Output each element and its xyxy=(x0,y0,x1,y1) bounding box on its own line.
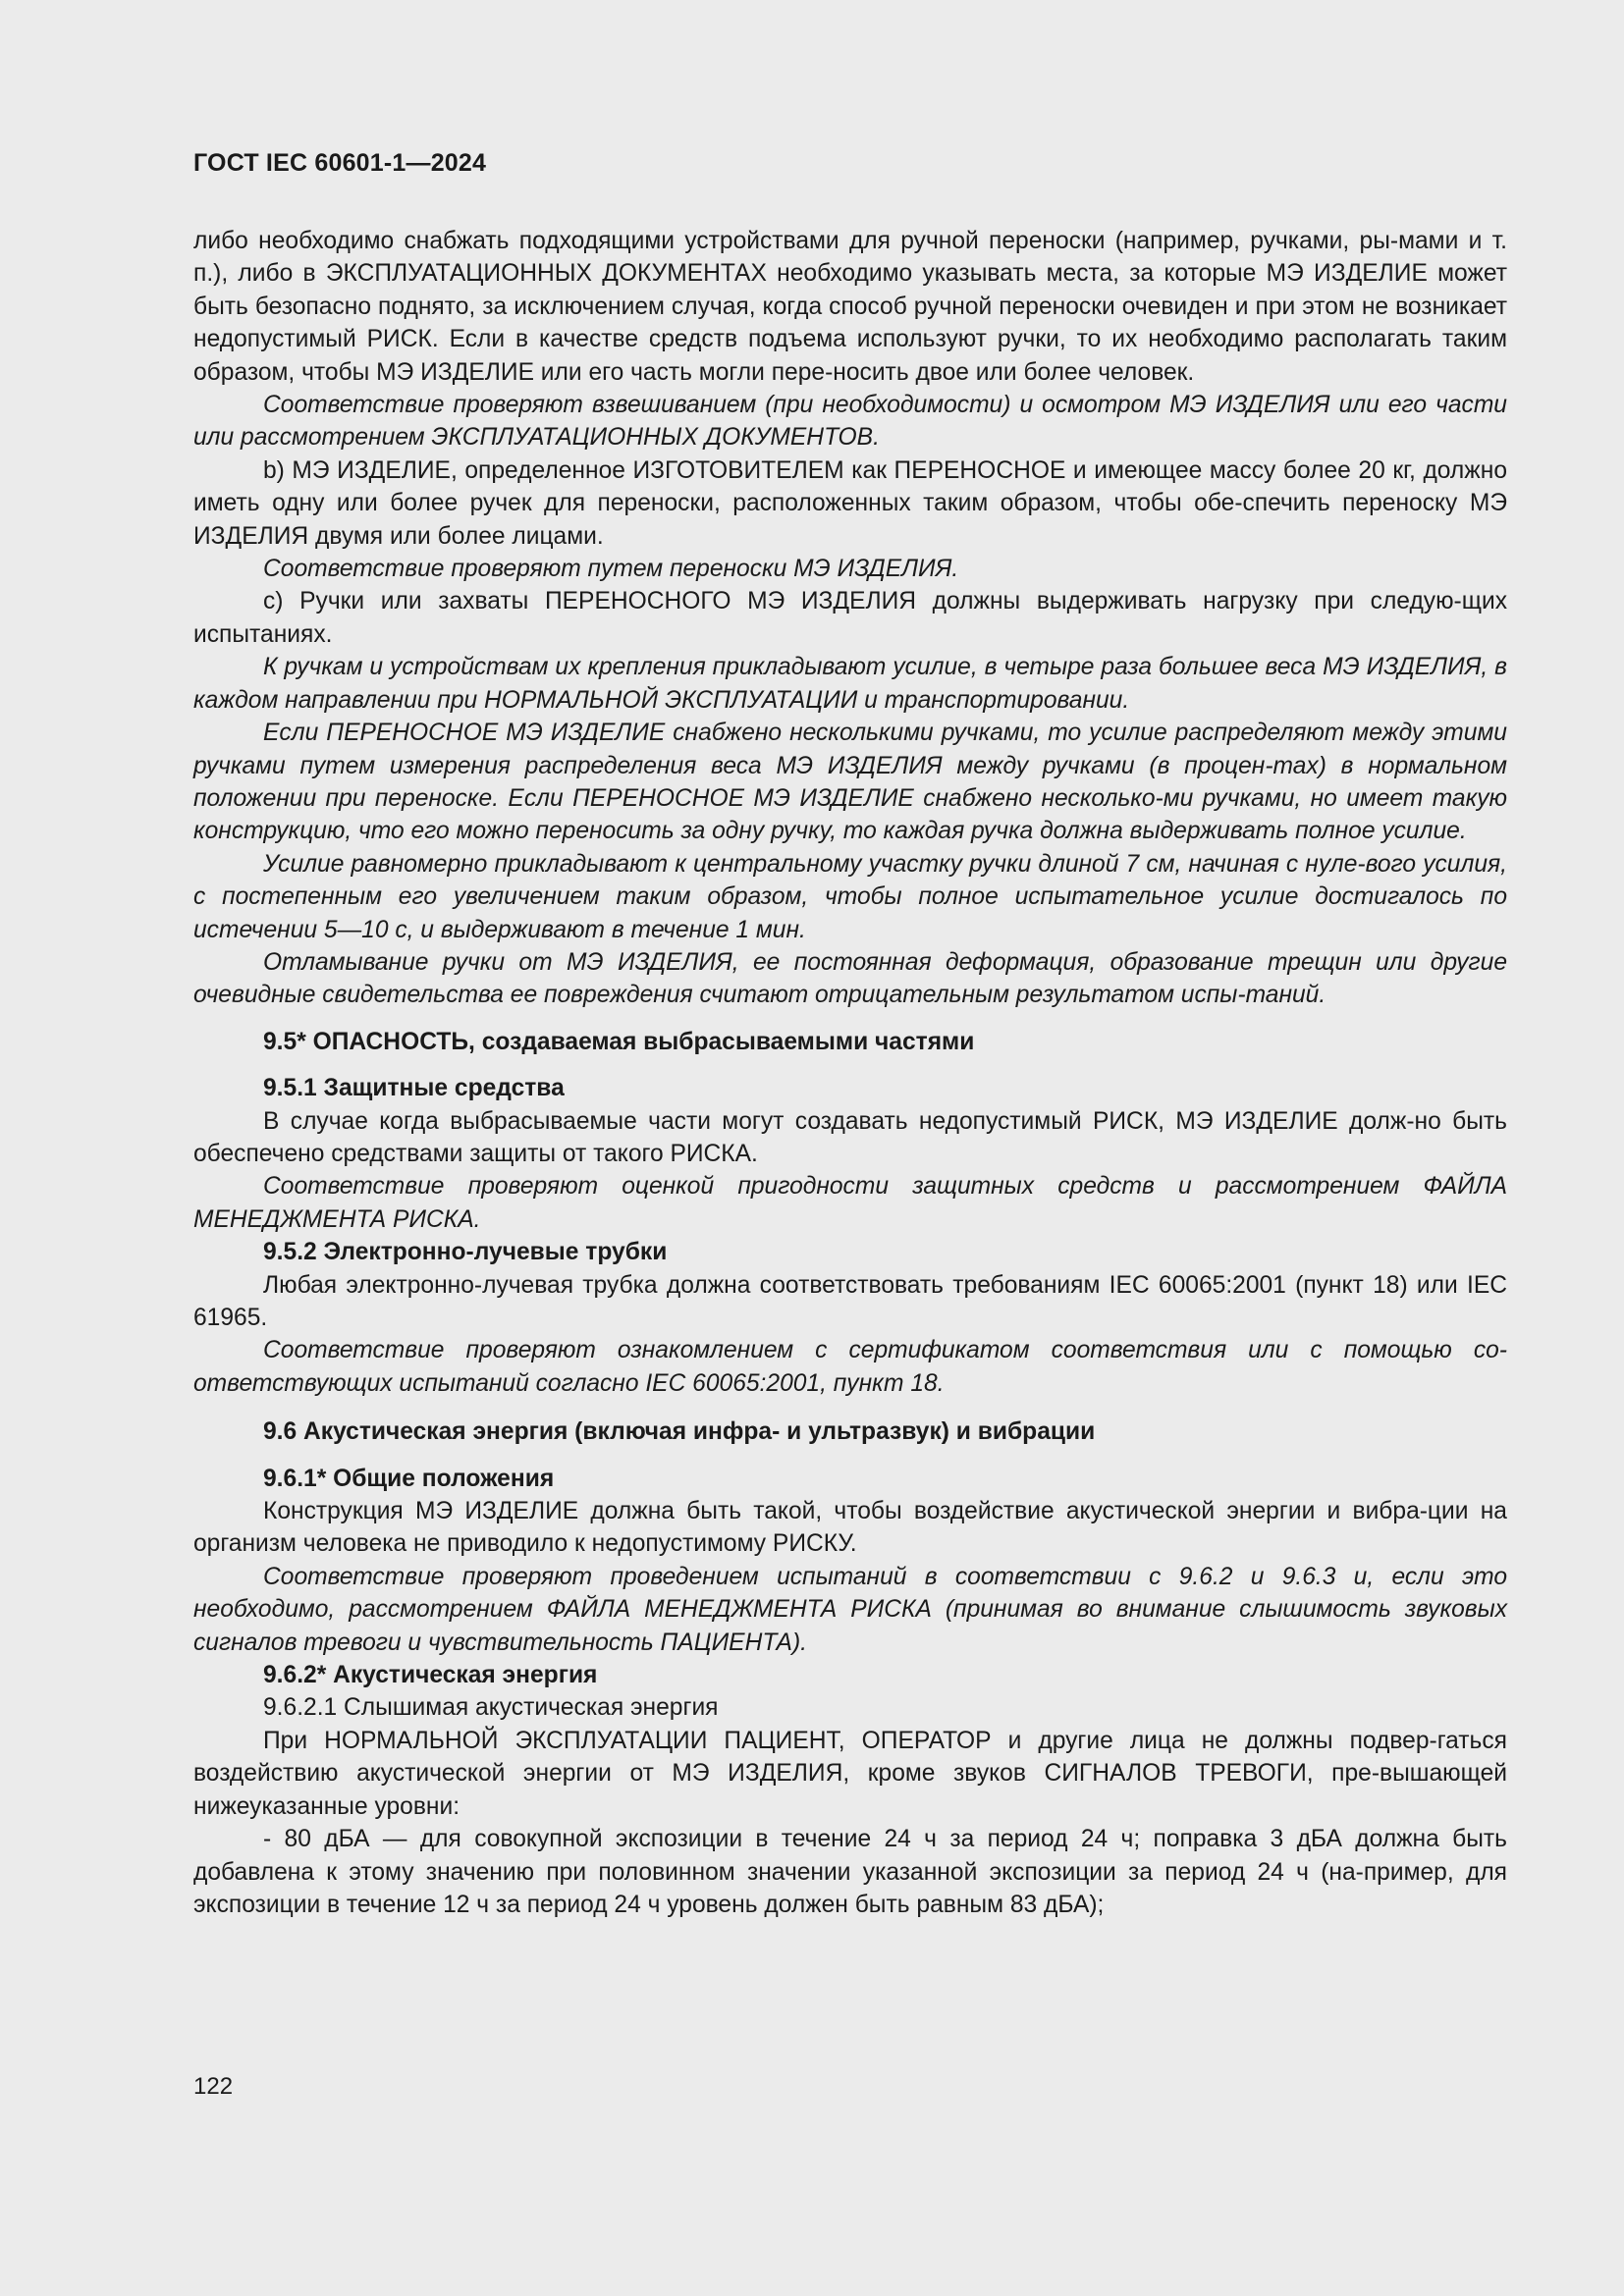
paragraph-multiple-handles: Если ПЕРЕНОСНОЕ МЭ ИЗДЕЛИЕ снабжено несколькими ручками, то усилие распределяют между этими ручками путем измерения распределения веса МЭ ИЗДЕЛИЯ между ручками (в процен-тах) в нормальном положении при переноске. Если ПЕРЕНОСНОЕ МЭ ИЗДЕЛИЕ снабжено несколько-ми ручками, но имеет такую конструкцию, что его можно переносить за одну ручку, то каждая ручка должна выдерживать полное усилие. xyxy=(193,720,1507,845)
document-body xyxy=(193,225,1507,1921)
paragraph-compliance-weighing: Соответствие проверяют взвешиванием (при необходимости) и осмотром МЭ ИЗДЕЛИЯ или его части или рассмотрением ЭКСПЛУАТАЦИОННЫХ ДОКУМЕНТОВ. xyxy=(193,392,1507,452)
list-item-80dba: - 80 дБА — для совокупной экспозиции в течение 24 ч за период 24 ч; поправка 3 дБА должна быть добавлена к этому значению при половинном значении указанной экспозиции за период 24 ч (на-пример, для экспозиции в течение 12 ч за период 24 ч уровень должен быть равным 83 дБА); xyxy=(193,1826,1507,1918)
paragraph-force-application: К ручкам и устройствам их крепления прикладывают усилие, в четыре раза большее веса МЭ ИЗДЕЛИЯ, в каждом направлении при НОРМАЛЬНОЙ ЭКСПЛУАТАЦИИ и транспортировании. xyxy=(193,654,1507,714)
paragraph-handling: либо необходимо снабжать подходящими устройствами для ручной переноски (например, ручками, ры-мами и т. п.), либо в ЭКСПЛУАТАЦИОННЫХ ДОКУМЕНТАХ необходимо указывать места, за которые МЭ ИЗДЕЛИЕ может быть безопасно поднято, за исключением случая, когда способ ручной переноски очевиден и при этом не возникает недопустимый РИСК. Если в качестве средств подъема используют ручки, то их необходимо располагать таким образом, чтобы МЭ ИЗДЕЛИЕ или его часть могли пере-носить двое или более человек. xyxy=(193,228,1507,386)
heading-9-6: 9.6 Акустическая энергия (включая инфра- и ультразвук) и вибрации xyxy=(263,1418,1096,1446)
paragraph-audible-energy: При НОРМАЛЬНОЙ ЭКСПЛУАТАЦИИ ПАЦИЕНТ, ОПЕРАТОР и другие лица не должны подвер-гаться воздействию акустической энергии от МЭ ИЗДЕЛИЯ, кроме звуков СИГНАЛОВ ТРЕВОГИ, пре-вышающей нижеуказанные уровни: xyxy=(193,1727,1507,1820)
paragraph-acoustic-general: Конструкция МЭ ИЗДЕЛИЕ должна быть такой, чтобы воздействие акустической энергии и вибра-ции на организм человека не приводило к недопустимому РИСКУ. xyxy=(193,1498,1507,1558)
paragraph-compliance-acoustic: Соответствие проверяют проведением испытаний в соответствии с 9.6.2 и 9.6.3 и, если это необходимо, рассмотрением ФАЙЛА МЕНЕДЖМЕНТА РИСКА (принимая во внимание слышимость звуковых сигналов тревоги и чувствительность ПАЦИЕНТА). xyxy=(193,1563,1507,1656)
paragraph-force-gradual: Усилие равномерно прикладывают к центральному участку ручки длиной 7 см, начиная с нуле-вого усилия, с постепенным его увеличением таким образом, чтобы полное испытательное усилие достигалось по истечении 5—10 с, и выдерживают в течение 1 мин. xyxy=(193,850,1507,943)
paragraph-item-c: c) Ручки или захваты ПЕРЕНОСНОГО МЭ ИЗДЕЛИЯ должны выдерживать нагрузку при следую-щих испытаниях. xyxy=(193,588,1507,648)
heading-9-5: 9.5* ОПАСНОСТЬ, создаваемая выбрасываемыми частями xyxy=(263,1028,975,1055)
paragraph-crt: Любая электронно-лучевая трубка должна соответствовать требованиям IEC 60065:2001 (пункт 18) или IEC 61965. xyxy=(193,1271,1507,1331)
heading-9-6-2: 9.6.2* Акустическая энергия xyxy=(263,1662,598,1689)
page-number: 122 xyxy=(193,2073,234,2100)
document-header: ГОСТ IEC 60601-1—2024 xyxy=(193,149,487,177)
heading-9-5-2: 9.5.2 Электронно-лучевые трубки xyxy=(263,1239,668,1266)
paragraph-item-b: b) МЭ ИЗДЕЛИЕ, определенное ИЗГОТОВИТЕЛЕМ как ПЕРЕНОСНОЕ и имеющее массу более 20 кг, должно иметь одну или более ручек для переноски, расположенных таким образом, чтобы обе-спечить переноску МЭ ИЗДЕЛИЯ двумя или более лицами. xyxy=(193,456,1507,550)
heading-9-6-2-1: 9.6.2.1 Слышимая акустическая энергия xyxy=(263,1694,719,1722)
paragraph-compliance-carrying: Соответствие проверяют путем переноски МЭ ИЗДЕЛИЯ. xyxy=(263,556,959,583)
paragraph-compliance-protection: Соответствие проверяют оценкой пригодности защитных средств и рассмотрением ФАЙЛА МЕНЕДЖМЕНТА РИСКА. xyxy=(193,1173,1507,1233)
heading-9-5-1: 9.5.1 Защитные средства xyxy=(263,1075,565,1102)
heading-9-6-1: 9.6.1* Общие положения xyxy=(263,1465,555,1492)
paragraph-failure-criteria: Отламывание ручки от МЭ ИЗДЕЛИЯ, ее постоянная деформация, образование трещин или другие очевидные свидетельства ее повреждения считают отрицательным результатом испы-таний. xyxy=(193,948,1507,1009)
paragraph-compliance-crt: Соответствие проверяют ознакомлением с сертификатом соответствия или с помощью со-ответствующих испытаний согласно IEC 60065:2001, пункт 18. xyxy=(193,1337,1507,1397)
paragraph-protection: В случае когда выбрасываемые части могут создавать недопустимый РИСК, МЭ ИЗДЕЛИЕ долж-но быть обеспечено средствами защиты от такого РИСКА. xyxy=(193,1107,1507,1167)
